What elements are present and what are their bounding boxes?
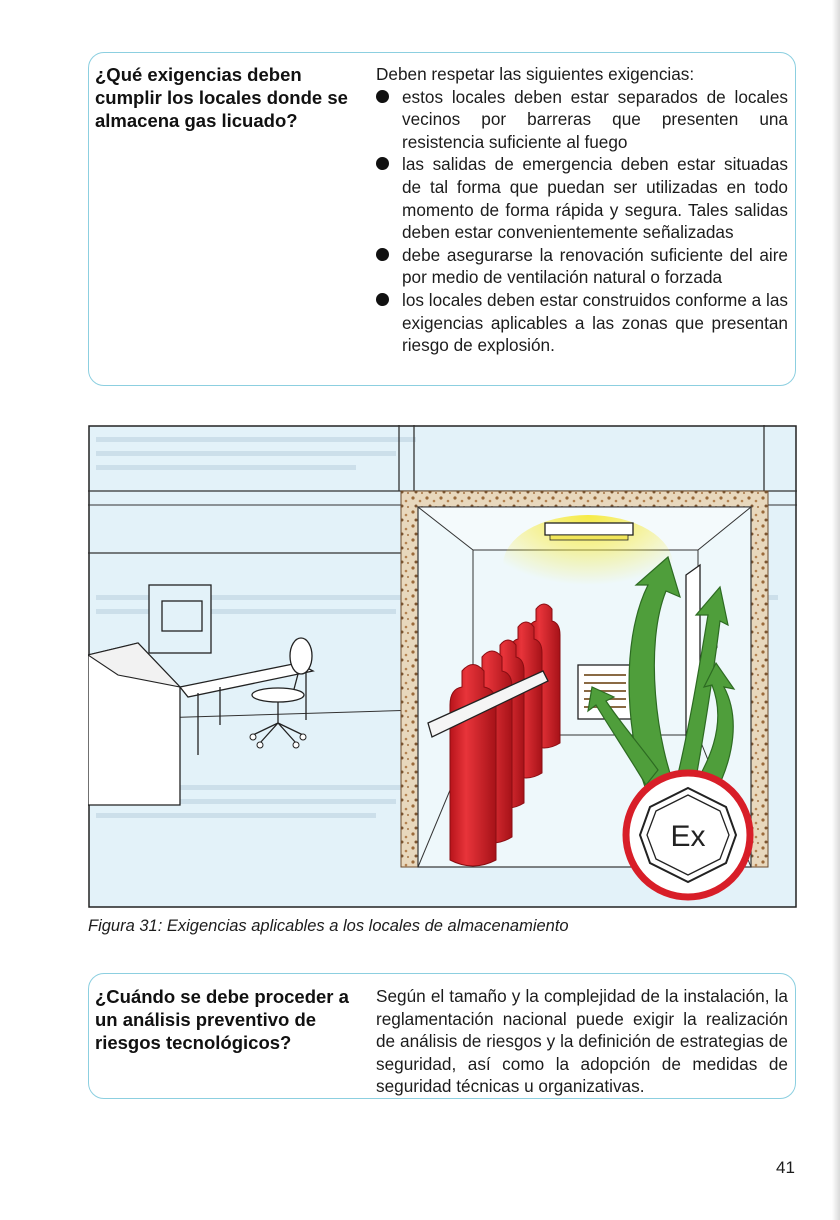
answer-intro: Deben respetar las siguientes exigencias: <box>376 64 695 84</box>
list-item: los locales deben estar construidos conforme a las exigencias aplicables a las zonas que presentan riesgo de explosión. <box>376 289 788 357</box>
storage-room-illustration <box>88 425 797 908</box>
question-heading: ¿Qué exigencias deben cumplir los locales donde se almacena gas licuado? <box>95 64 348 131</box>
figure-caption: Figura 31: Exigencias aplicables a los locales de almacenamiento <box>88 917 569 935</box>
ceiling-light <box>545 523 633 535</box>
list-item: las salidas de emergencia deben estar situadas de tal forma que puedan ser utilizadas en todo momento de forma rápida y segura. Tales salidas deben estar convenientemente señalizadas <box>376 153 788 243</box>
qa-box-storage-requirements <box>88 52 796 386</box>
answer-block <box>376 63 788 357</box>
page-number: 41 <box>776 1158 795 1177</box>
list-item: debe asegurarse la renovación suficiente del aire por medio de ventilación natural o forzada <box>376 244 788 289</box>
ex-explosion-zone-icon <box>626 773 750 897</box>
requirements-list <box>376 86 788 357</box>
answer-paragraph: Según el tamaño y la complejidad de la instalación, la reglamentación nacional puede exigir la realización de análisis de riesgos y la definición de estrategias de seguridad, así como la adopción de medidas de seguridad técnicas u organizativas. <box>376 986 788 1097</box>
ex-symbol-text: Ex <box>670 820 706 853</box>
page-edge <box>832 0 840 1220</box>
qa-box-risk-analysis <box>88 973 796 1099</box>
list-item: estos locales deben estar separados de locales vecinos por barreras que presenten una resistencia suficiente al fuego <box>376 86 788 154</box>
question-heading: ¿Cuándo se debe proceder a un análisis preventivo de riesgos tecnológicos? <box>95 986 349 1053</box>
